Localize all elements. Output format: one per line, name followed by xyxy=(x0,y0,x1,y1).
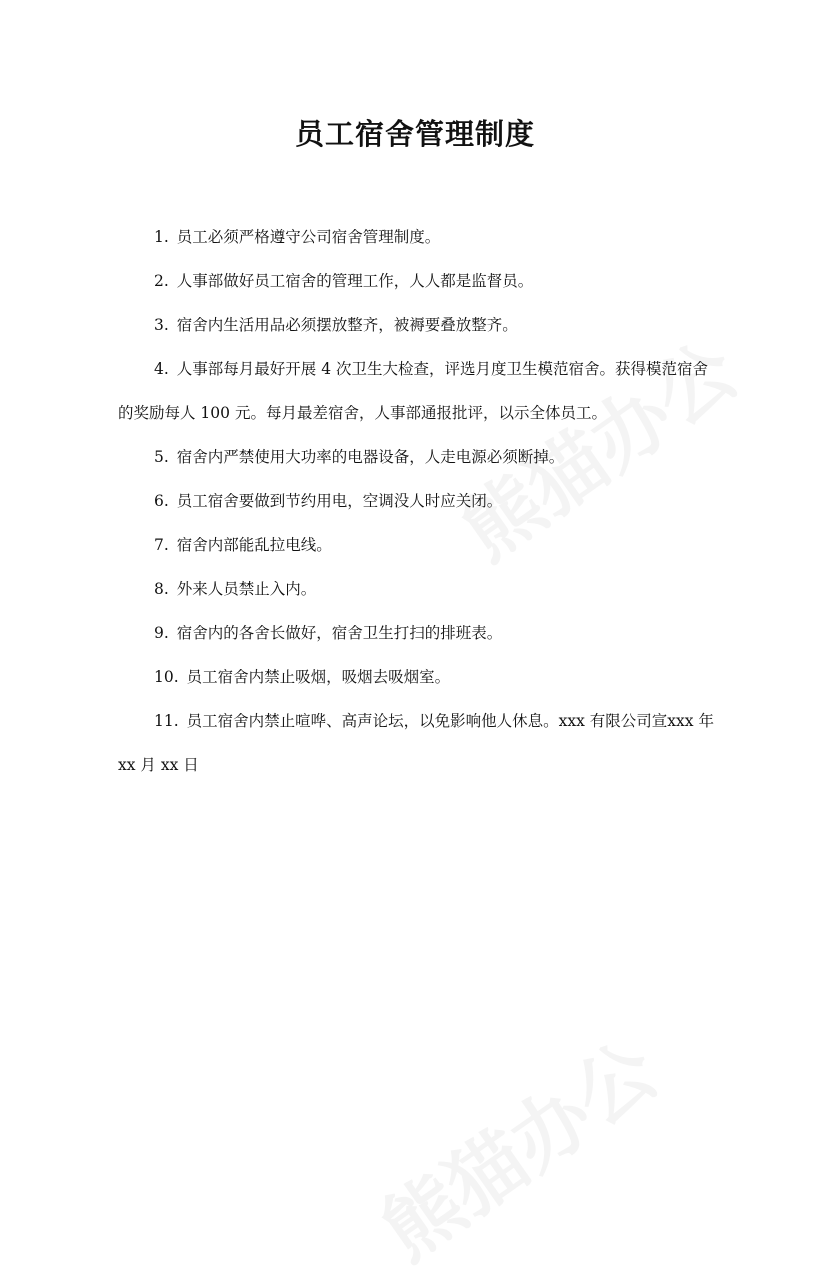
item-text: 员工宿舍要做到节约用电，空调没人时应关闭。 xyxy=(176,492,503,510)
item-number: 7. xyxy=(154,536,169,554)
item-number: 11. xyxy=(154,712,179,730)
item-text: 员工宿舍内禁止喧哗、高声论坛，以免影响他人休息。xxx 有限公司宣xxx 年 xx 月 xx 日 xyxy=(118,712,714,774)
item-text: 宿舍内的各舍长做好，宿舍卫生打扫的排班表。 xyxy=(176,624,503,642)
list-item xyxy=(118,523,718,567)
item-number: 2. xyxy=(154,272,169,290)
list-item xyxy=(118,655,718,699)
document-body xyxy=(118,215,718,787)
item-text: 宿舍内生活用品必须摆放整齐，被褥要叠放整齐。 xyxy=(176,316,518,334)
item-number: 1. xyxy=(154,228,169,246)
list-item xyxy=(118,303,718,347)
list-item xyxy=(118,259,718,303)
item-text: 员工必须严格遵守公司宿舍管理制度。 xyxy=(176,228,441,246)
item-text: 人事部每月最好开展 4 次卫生大检查，评选月度卫生模范宿舍。获得模范宿舍的奖励每人 100 元。每月最差宿舍，人事部通报批评，以示全体员工。 xyxy=(118,360,709,422)
list-item xyxy=(118,435,718,479)
list-item xyxy=(118,215,718,259)
item-text: 员工宿舍内禁止吸烟，吸烟去吸烟室。 xyxy=(186,668,451,686)
item-number: 10. xyxy=(154,668,179,686)
item-number: 5. xyxy=(154,448,169,466)
item-number: 9. xyxy=(154,624,169,642)
item-number: 8. xyxy=(154,580,169,598)
document-title: 员工宿舍管理制度 xyxy=(294,117,535,151)
item-number: 3. xyxy=(154,316,169,334)
item-text: 外来人员禁止入内。 xyxy=(176,580,317,598)
list-item xyxy=(118,479,718,523)
list-item xyxy=(118,567,718,611)
watermark xyxy=(356,1011,676,1281)
list-item xyxy=(118,699,718,787)
list-item xyxy=(118,611,718,655)
list-item xyxy=(118,347,718,435)
item-number: 6. xyxy=(154,492,169,510)
item-text: 人事部做好员工宿舍的管理工作，人人都是监督员。 xyxy=(176,272,534,290)
item-number: 4. xyxy=(154,360,169,378)
item-text: 宿舍内部能乱拉电线。 xyxy=(176,536,332,554)
item-text: 宿舍内严禁使用大功率的电器设备，人走电源必须断掉。 xyxy=(176,448,565,466)
